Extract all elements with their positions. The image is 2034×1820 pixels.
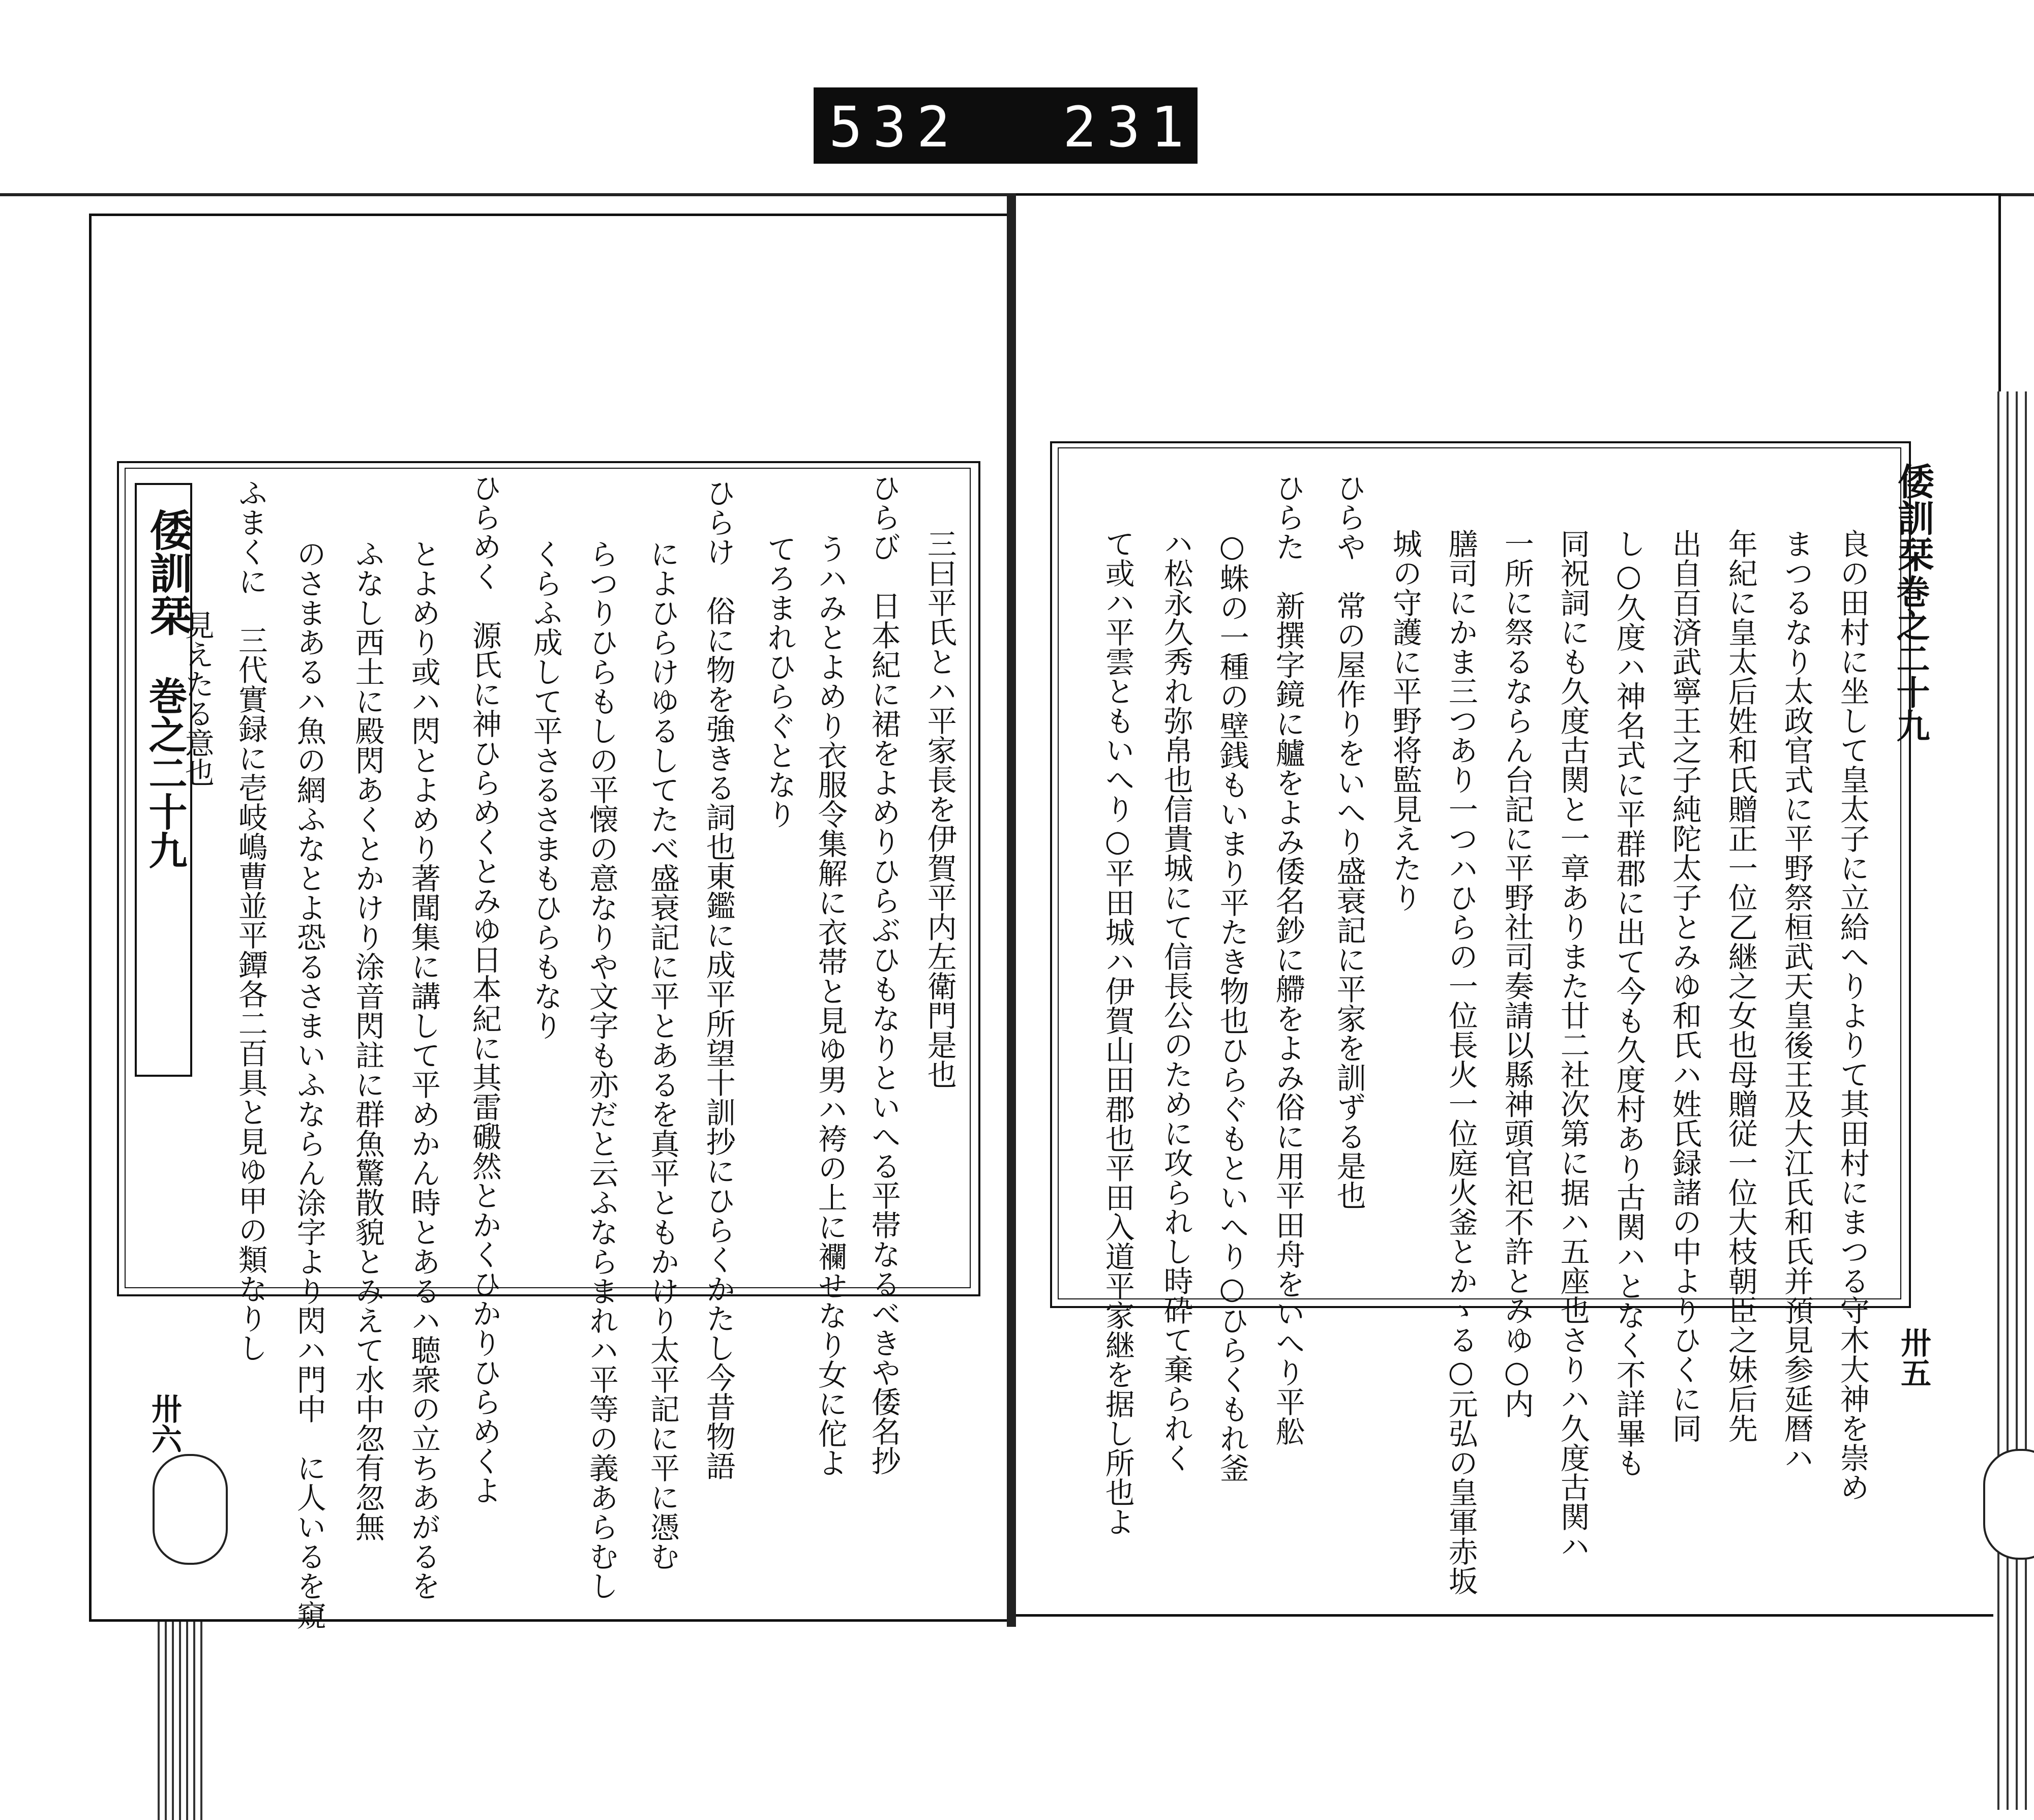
- right-column-10: ひらや 常の屋作りをいへり盛衰記に平家を訓ずる是也: [1331, 473, 1366, 1210]
- right-column-2: まつるなり太政官式に平野祭桓武天皇後王及大江氏和氏并預見参延暦ハ: [1779, 529, 1814, 1472]
- right-column-12: ○蛛の一種の壁銭もいまり平たき物也ひらぐもといへり○ひらくもれ釜: [1214, 529, 1249, 1482]
- left-column-10: とよめり或ハ閃とよめり著聞集に講して平めかん時とあるハ聴衆の立ちあがるを: [406, 539, 441, 1600]
- right-column-9: 城の守護に平野将監見えたり: [1387, 529, 1422, 912]
- right-column-3: 年紀に皇太后姓和氏贈正一位乙継之女也母贈従一位大枝朝臣之妹后先: [1723, 529, 1758, 1443]
- left-column-4: てろまれひらぐとなり: [762, 534, 797, 829]
- catalog-number-left: 532: [829, 95, 961, 160]
- left-column-8: くらふ成して平さるさまもひらもなり: [528, 539, 563, 1040]
- right-column-6: 同祝詞にも久度古関と一章ありまた廿二社次第に据ハ五座也さりハ久度古関ハ: [1555, 529, 1590, 1561]
- spine: [1007, 193, 1016, 1627]
- right-column-14: て或ハ平雲ともいへり○平田城ハ伊賀山田郡也平田入道平家継を据し所也よ: [1100, 529, 1135, 1536]
- left-column-1: 三曰平氏とハ平家長を伊賀平内左衛門是也: [922, 529, 957, 1089]
- left-column-9: ひらめく 源氏に神ひらめくとみゆ日本紀に其雷磤然とかくひかりひらめくよ: [467, 473, 502, 1505]
- left-folio: 卅六: [146, 1393, 182, 1454]
- left-column-7: らつりひらもしの平懐の意なりや文字も亦だと云ふならまれハ平等の義あらむし: [584, 539, 619, 1600]
- left-column-14: 見えたる意也: [180, 610, 215, 787]
- right-column-13: ハ松永久秀れ弥帛也信貴城にて信長公のために攻られし時砕て棄られく: [1158, 529, 1193, 1472]
- right-margin-volume: 巻之二十九: [1891, 574, 1930, 742]
- right-page-edges: [1993, 391, 2034, 1810]
- right-column-4: 出自百済武寧王之子純陀太子とみゆ和氏ハ姓氏録諸の中よりひくに同: [1667, 529, 1702, 1443]
- right-column-1: 良の田村に坐して皇太子に立給へりよりて其田村にまつる守木大神を崇め: [1835, 529, 1870, 1502]
- right-column-7: 一所に祭るならん台記に平野社司奏請以縣神頭官祀不許とみゆ○内: [1499, 529, 1534, 1418]
- catalog-label: [814, 87, 1238, 164]
- left-column-3: うハみとよめり衣服令集解に衣帯と見ゆ男ハ袴の上に襴せなり女に佗よ: [813, 534, 848, 1477]
- catalog-number-right: 231.: [1063, 95, 1238, 160]
- right-margin-title: 倭訓栞: [1892, 463, 1935, 572]
- left-margin-title: 倭訓栞: [143, 508, 193, 636]
- right-column-11: ひらた 新撰字鏡に艫をよみ倭名鈔に艜をよみ俗に用平田舟をいへり平舩: [1270, 473, 1305, 1446]
- left-column-2: ひらび 日本紀に裙をよめりひらぶひもなりといへる平帯なるべきや倭名抄: [866, 473, 901, 1475]
- left-column-13: ふまくに 三代實録に壱岐嶋曹並平鐔各二百具と見ゆ甲の類なりし: [233, 478, 268, 1362]
- left-column-6: によひらけゆるしてたべ盛衰記に平とあるを真平ともかけり太平記に平に憑む: [645, 539, 680, 1571]
- right-column-8: 膳司にかま三つあり一つハひらの一位長火一位庭火釜とかゝる○元弘の皇軍赤坂: [1443, 529, 1478, 1595]
- left-column-12: のさまあるハ魚の網ふなとよ恐るさまいふならん涂字より閃ハ門中 に人いるを窺: [291, 539, 326, 1630]
- left-page-tab: [153, 1454, 228, 1565]
- right-page-tab: [1983, 1449, 2034, 1560]
- left-margin-volume: 巻之二十九: [142, 676, 188, 869]
- left-column-5: ひらけ 俗に物を強きる詞也東鑑に成平所望十訓抄にひらくかたし今昔物語: [701, 478, 736, 1480]
- right-folio: 卅五: [1896, 1327, 1931, 1388]
- right-column-5: し○久度ハ神名式に平群郡に出て今も久度村あり古関ハとなく不詳畢も: [1611, 529, 1646, 1477]
- left-column-11: ふなし西土に殿閃あくとかけり涂音閃註に群魚驚散貌とみえて水中忽有忽無: [350, 539, 385, 1541]
